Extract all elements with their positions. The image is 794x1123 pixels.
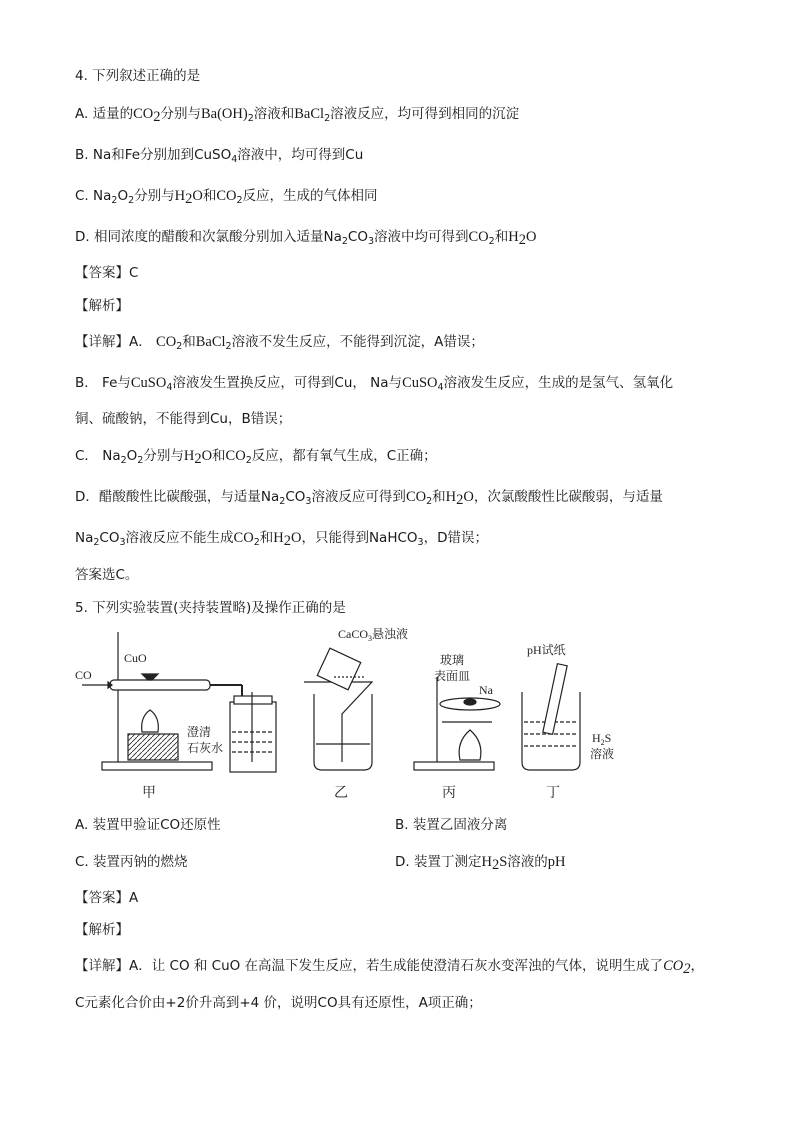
- q5-detail-line1: 【详解】A．让 CO 和 CuO 在高温下发生反应，若生成能使澄清石灰水变浑浊的气体，说明生成了$CO_2$，: [75, 958, 704, 977]
- label-na: Na: [479, 683, 493, 697]
- q4-conclusion: 答案选C。: [75, 567, 139, 583]
- label-ph-paper: pH试纸: [527, 643, 566, 657]
- q4-detail-d-line2: $Na_2CO_3$溶液反应不能生成$CO_2$和$H_2O$，只能得到NaHCO$_3$，D错误；: [75, 530, 488, 549]
- q4-detail-c: C． $Na_2O_2$分别与$H_2O$和$CO_2$反应，都有氧气生成，C正确；: [75, 448, 437, 467]
- label-h2s: $H_2S$: [592, 731, 612, 747]
- q4-option-c: C. $Na_2O_2$分别与$H_2O$和$CO_2$反应，生成的气体相同: [75, 188, 378, 207]
- label-solution: 溶液: [590, 747, 615, 761]
- apparatus-yi: [304, 626, 408, 801]
- apparatus-figure: [72, 622, 632, 802]
- label-ding: 丁: [546, 785, 560, 801]
- label-limewater-1: 澄清: [187, 725, 212, 739]
- q5-detail-line2: C元素化合价由+2价升高到+4 价，说明CO具有还原性，A项正确；: [75, 995, 482, 1011]
- q4-analysis-label: 【解析】: [75, 298, 129, 314]
- label-limewater-2: 石灰水: [187, 741, 224, 755]
- apparatus-ding: [522, 643, 614, 801]
- q4-detail-b-line2: 铜、硫酸钠，不能得到Cu，B错误；: [75, 411, 292, 427]
- q5-option-b: B. 装置乙固液分离: [395, 817, 508, 833]
- q5-option-a: A. 装置甲验证CO还原性: [75, 817, 221, 833]
- apparatus-jia: [75, 632, 276, 801]
- label-co: CO: [75, 668, 92, 682]
- q4-option-a: A. 适量的$CO_2$分别与$Ba(OH)_2$溶液和BaCl$_2$溶液反应，均可得到相同的沉淀: [75, 106, 520, 125]
- q4-answer: 【答案】C: [75, 265, 139, 281]
- q5-answer: 【答案】A: [75, 890, 139, 906]
- q4-detail-a: 【详解】A． $CO_2$和BaCl$_2$溶液不发生反应，不能得到沉淀，A错误；: [75, 334, 484, 352]
- q5-stem: 5. 下列实验装置(夹持装置略)及操作正确的是: [75, 600, 346, 616]
- q4-option-d: D. 相同浓度的醋酸和次氯酸分别加入适量$Na_2CO_3$溶液中均可得到$CO_2$和$H_2O$: [75, 229, 537, 248]
- label-caco3: CaCO$_3$悬浊液: [338, 627, 409, 643]
- q4-option-b: B. Na和Fe分别加到CuSO$_4$溶液中，均可得到Cu: [75, 147, 364, 165]
- label-cuo: CuO: [124, 651, 147, 665]
- label-glass-2: 表面皿: [434, 669, 471, 683]
- label-jia: 甲: [142, 785, 156, 801]
- apparatus-drawing: [72, 622, 632, 802]
- q5-option-c: C. 装置丙钠的燃烧: [75, 854, 188, 870]
- q4-stem: 4. 下列叙述正确的是: [75, 68, 201, 84]
- q5-option-d: D. 装置丁测定$H_2S$溶液的pH: [395, 854, 566, 873]
- apparatus-bing: [414, 652, 500, 801]
- q5-analysis-label: 【解析】: [75, 922, 129, 938]
- label-bing: 丙: [442, 785, 456, 801]
- label-glass-1: 玻璃: [440, 653, 465, 667]
- label-yi: 乙: [334, 785, 348, 801]
- q4-detail-d-line1: D．醋酸酸性比碳酸强，与适量$Na_2CO_3$溶液反应可得到$CO_2$和$H_2O$，次氯酸酸性比碳酸弱，与适量: [75, 489, 663, 508]
- q4-detail-b-line1: B． Fe与CuSO$_4$溶液发生置换反应，可得到Cu， Na与CuSO$_4$溶液发生反应，生成的是氢气、氢氧化: [75, 375, 674, 393]
